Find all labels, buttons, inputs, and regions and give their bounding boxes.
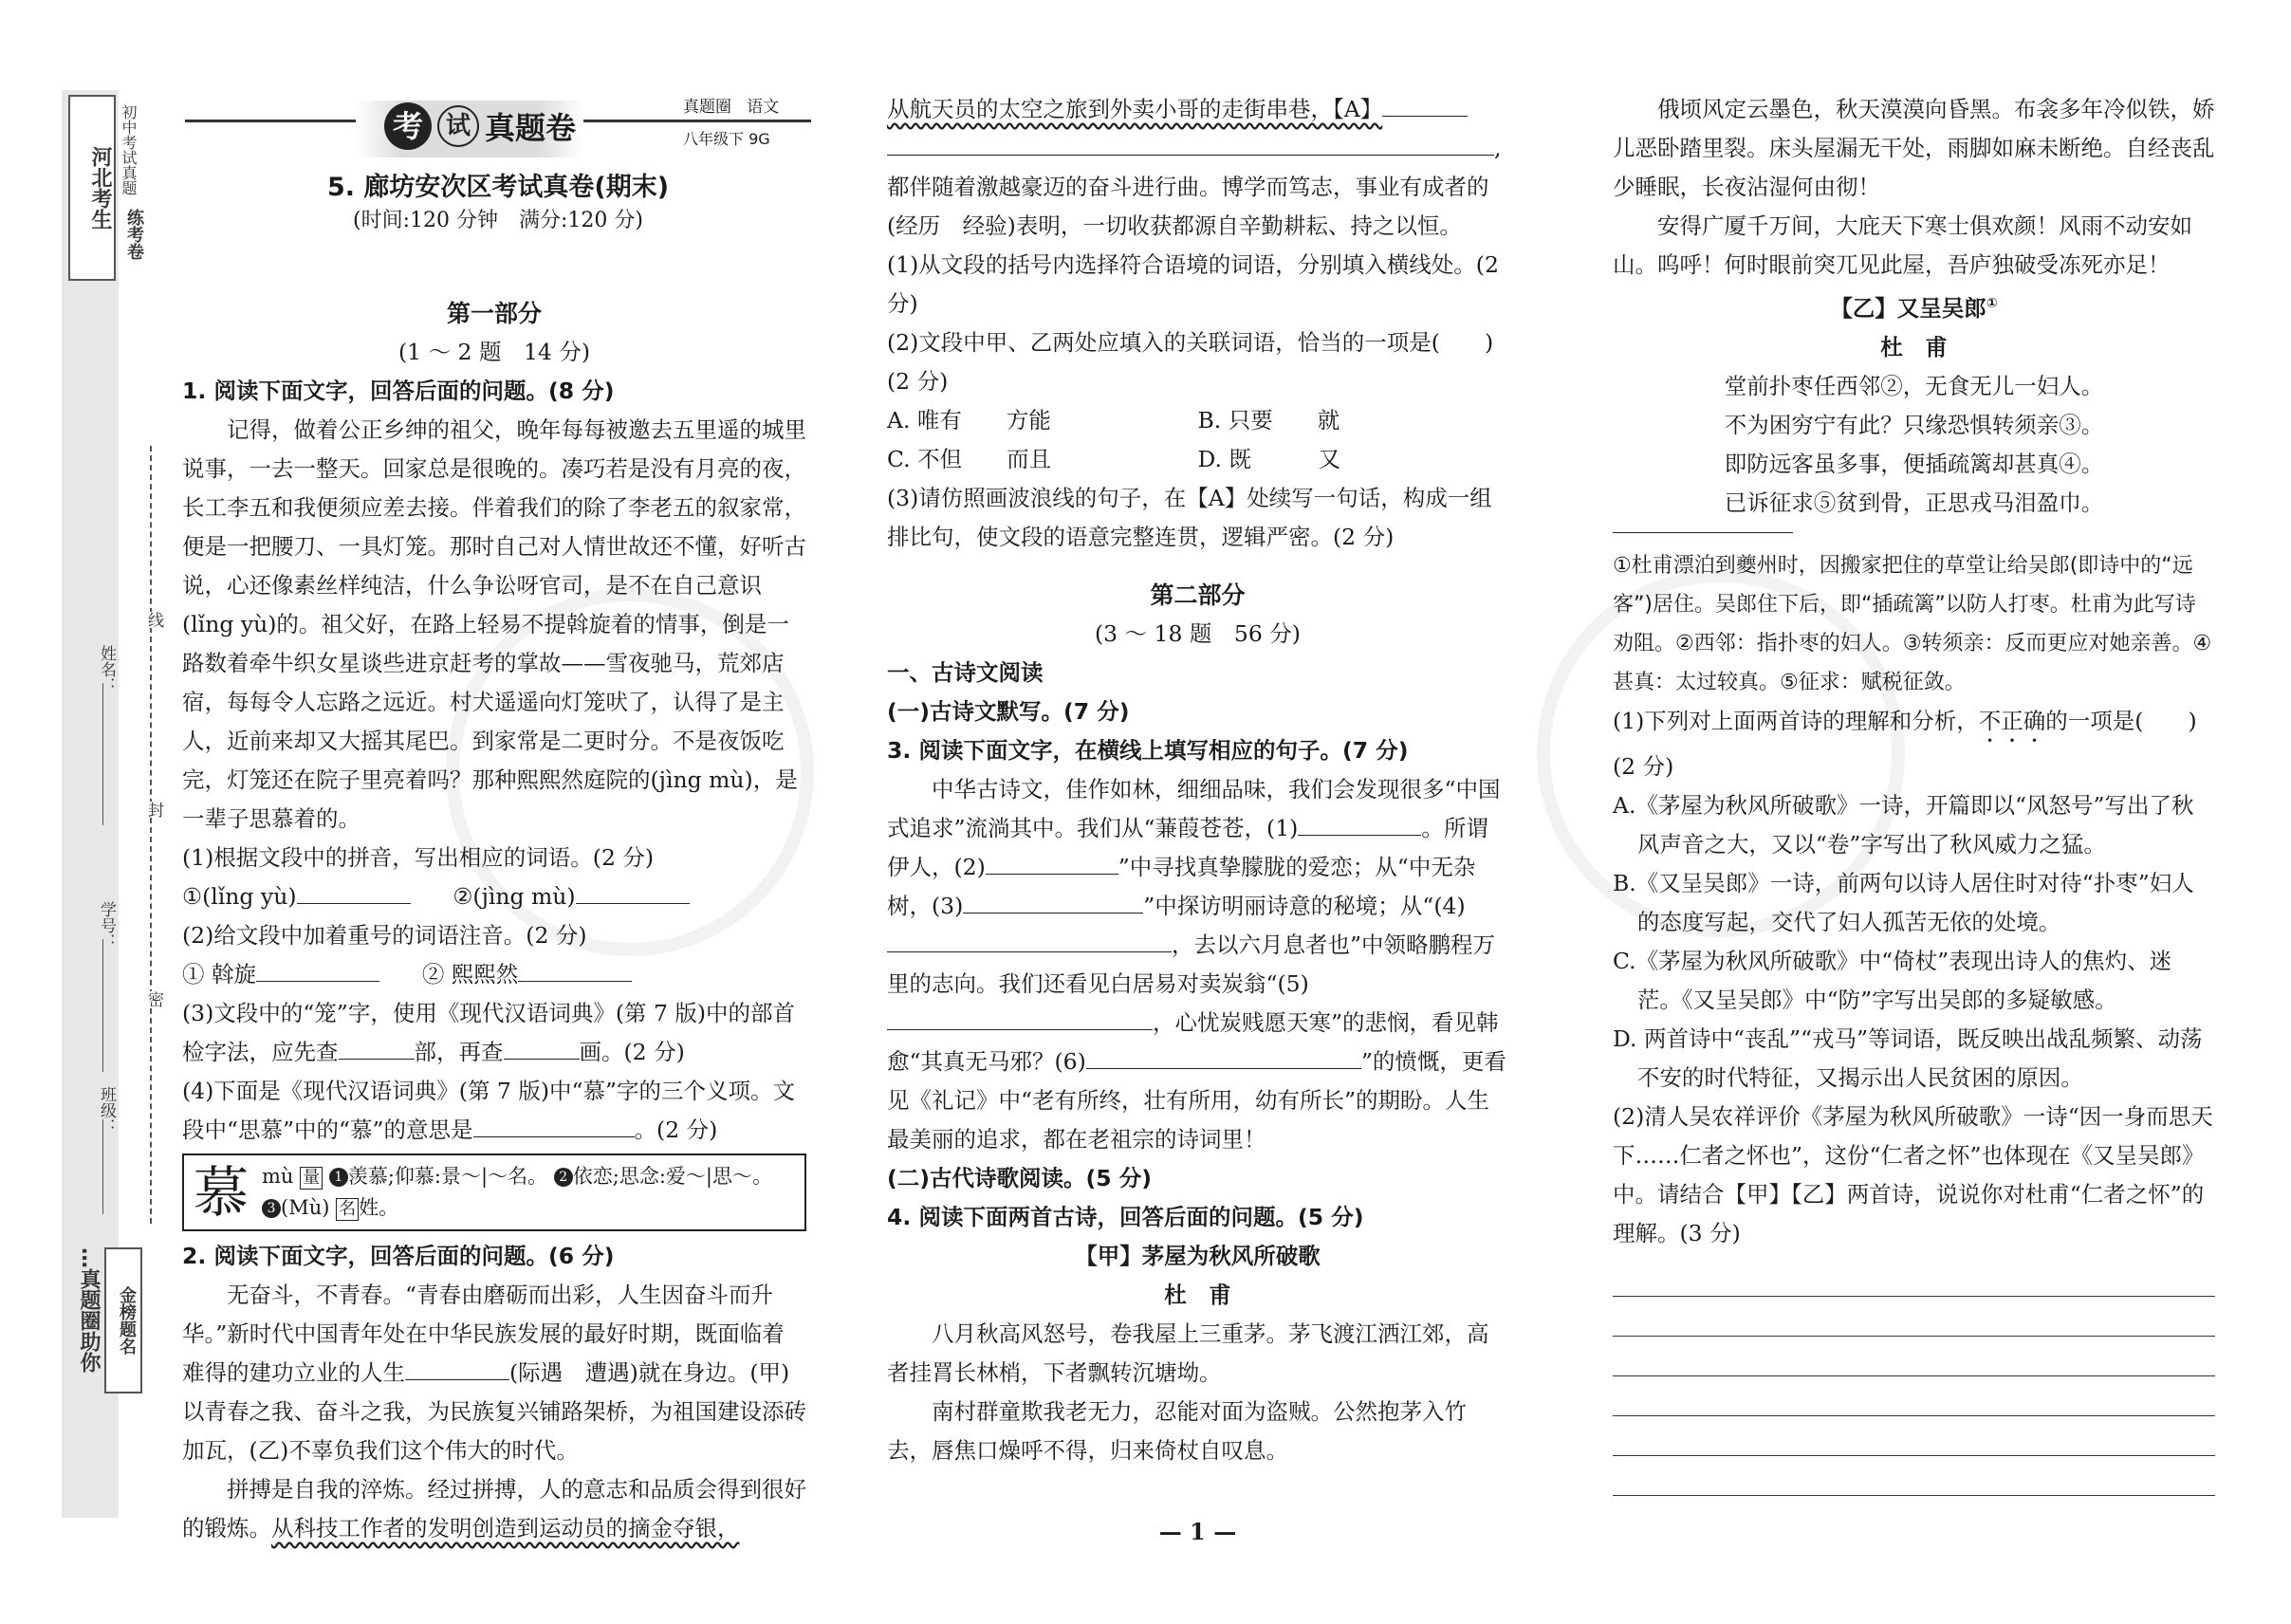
q4-s2: (2)清人吴农祥评价《茅屋为秋风所破歌》一诗“因一身而思天下……仁者之怀也”，这份“仁者之怀”也体现在《又呈吴郎》中。请结合【甲】【乙】两首诗，说说你对杜甫“仁者之怀”的理解。(3 分) bbox=[1613, 1102, 2213, 1246]
brand-bottom-text: …真题圈助你 bbox=[77, 1247, 101, 1373]
q1-s3-text-a: (3)文段中的“笼”字，使用《现代汉语词典》(第 7 版)中的部首检字法，应先查 bbox=[182, 1000, 796, 1065]
q2-option-c[interactable]: C. 不但 而且 bbox=[887, 446, 1052, 472]
answer-line-6[interactable] bbox=[1613, 1456, 2215, 1496]
class-line bbox=[102, 1119, 103, 1214]
seal-char-feng: 封 bbox=[142, 802, 166, 818]
subject-name: 语文 bbox=[747, 98, 780, 117]
q2-A-blank-1[interactable] bbox=[1382, 91, 1468, 117]
poem1-line-4: 安得广厦千万间，大庇天下寒士俱欢颜！风雨不动安如山。呜呼！何时眼前突兀见此屋，吾庐独破受冻死亦足！ bbox=[1613, 212, 2192, 278]
exam-meta: (时间:120 分钟 满分:120 分) bbox=[353, 209, 643, 232]
class-label: 班级： bbox=[97, 1086, 116, 1135]
header-badge bbox=[384, 102, 576, 150]
q2-p2-text-a: 拼搏是自我的淬炼。经过拼搏，人的意志和品质会得到很好的锻炼。 bbox=[182, 1476, 806, 1541]
id-line bbox=[102, 939, 103, 1072]
dict-def-3b: 姓。 bbox=[359, 1196, 399, 1219]
q4-stem: 4. 阅读下面两首古诗，回答后面的问题。(5 分) bbox=[887, 1204, 1364, 1230]
part2-title: 第二部分 bbox=[1150, 581, 1246, 609]
series-subject bbox=[683, 93, 779, 117]
column-2 bbox=[887, 90, 1508, 1470]
q4-option-b[interactable]: B.《又呈吴郎》一诗，前两句以诗人居住时对待“扑枣”妇人的态度写起，交代了妇人孤苦无依的处境。 bbox=[1613, 869, 2194, 935]
q1-s2a-label: ① 斡旋 bbox=[182, 961, 256, 987]
dict-tag-verb: 量 bbox=[300, 1167, 323, 1190]
q1-s3-blank-1[interactable] bbox=[339, 1034, 415, 1060]
dict-entries bbox=[262, 1161, 795, 1224]
column-1 bbox=[182, 294, 806, 1548]
q3-blank-2[interactable] bbox=[986, 849, 1118, 875]
dict-num-1: 1 bbox=[329, 1168, 348, 1187]
q1-stem: 1. 阅读下面文字，回答后面的问题。(8 分) bbox=[182, 378, 615, 404]
brand-bottom2-text: 金榜题名 bbox=[117, 1286, 137, 1355]
q2-blank-1[interactable] bbox=[405, 1355, 509, 1380]
answer-line-3[interactable] bbox=[1613, 1337, 2215, 1376]
part2-sub-1: (一)古诗文默写。(7 分) bbox=[887, 698, 1130, 725]
poem2-author: 杜 甫 bbox=[1880, 333, 1948, 360]
q3-text-5: ，去以六月息者也”中领略鹏程万里的志向。我们还看见白居易对卖炭翁“(5) bbox=[887, 932, 1496, 997]
dict-char: 慕 bbox=[194, 1160, 249, 1225]
q1-s3-text-c: 画。(2 分) bbox=[579, 1039, 685, 1065]
q2-wavy-line-2: 从航天员的太空之旅到外卖小哥的走街串巷，【A】 bbox=[887, 96, 1383, 122]
q2-s1: (1)从文段的括号内选择符合语境的词语，分别填入横线处。(2 分) bbox=[887, 251, 1499, 317]
brand-sub-text: 初中考试真题 bbox=[120, 104, 138, 195]
q3-blank-4[interactable] bbox=[887, 927, 1172, 952]
q2-option-d[interactable]: D. 既 又 bbox=[1197, 446, 1340, 472]
q1-s1b-blank[interactable] bbox=[576, 878, 690, 904]
poem2-note-marker: ① bbox=[1986, 296, 1998, 311]
q1-s4 bbox=[182, 1072, 806, 1150]
poem2-line-1: 堂前扑枣任西邻②，无食无儿一妇人。 bbox=[1724, 372, 2104, 399]
brand-top-text: 河北考生 bbox=[88, 146, 112, 230]
q1-s1a-blank[interactable] bbox=[297, 878, 411, 904]
q1-s2: (2)给文段中加着重号的词语注音。(2 分) bbox=[182, 922, 587, 949]
q3-text-7: ”的愤慨，更看见《礼记》中“老有所终，壮有所用，幼有所长”的期盼。人生最美丽的追求，都在老祖宗的诗词里！ bbox=[887, 1048, 1506, 1153]
q2-options-row-2 bbox=[887, 440, 1508, 479]
q2-p1-text-a: 无奋斗，不青春。“青春由磨砺而出彩，人生因奋斗而升华。”新时代中国青年处在中华民族发展的最好时期，既面临着难得的建功立业的人生 bbox=[182, 1282, 785, 1386]
part2-sub-2: (二)古代诗歌阅读。(5 分) bbox=[887, 1165, 1152, 1191]
q1-s2b-blank[interactable] bbox=[518, 956, 632, 982]
q4-s1-emphasis: 不正确 bbox=[1978, 707, 2046, 734]
name-line bbox=[102, 683, 103, 825]
q2-s2: (2)文段中甲、乙两处应填入的关联词语，恰当的一项是( )(2 分) bbox=[887, 329, 1494, 395]
seal-char-xian: 线 bbox=[142, 612, 166, 628]
q2-option-b[interactable]: B. 只要 就 bbox=[1197, 407, 1340, 434]
brand-logo-top bbox=[68, 95, 116, 281]
q2-p1-text-b: (际遇 遭遇)就在身边。(甲)以青春之我、奋斗之我，为民族复兴铺路架桥，为祖国建设添砖加瓦，(乙)不辜负我们这个伟大的时代。 bbox=[182, 1359, 806, 1464]
q4-answer-area bbox=[1613, 1257, 2215, 1496]
q2-option-a[interactable]: A. 唯有 方能 bbox=[887, 407, 1051, 434]
seal-char-mi: 密 bbox=[142, 991, 166, 1007]
poem1-line-3: 俄顷风定云墨色，秋天漠漠向昏黑。布衾多年冷似铁，娇儿恶卧踏里裂。床头屋漏无干处，雨脚如麻未断绝。自经丧乱少睡眠，长夜沾湿何由彻！ bbox=[1613, 96, 2215, 200]
q1-s4-blank[interactable] bbox=[473, 1112, 635, 1137]
q2-wavy-line-1: 从科技工作者的发明创造到运动员的摘金夺银， bbox=[271, 1515, 740, 1541]
q2-stem: 2. 阅读下面文字，回答后面的问题。(6 分) bbox=[182, 1243, 615, 1269]
poem1-line-1: 八月秋高风怒号，卷我屋上三重茅。茅飞渡江洒江郊，高者挂罥长林梢，下者飘转沉塘坳。 bbox=[887, 1320, 1489, 1386]
poem1-author: 杜 甫 bbox=[1164, 1282, 1231, 1308]
dictionary-box bbox=[182, 1153, 806, 1231]
q3-blank-3[interactable] bbox=[963, 888, 1143, 914]
q4-s1-text-b: 的一项是( )(2 分) bbox=[1613, 707, 2197, 780]
poem2-line-4: 已诉征求⑤贫到骨，正思戎马泪盈巾。 bbox=[1724, 489, 2104, 516]
id-label: 学号： bbox=[97, 901, 116, 950]
q1-s1-answers bbox=[182, 877, 806, 916]
q1-s3 bbox=[182, 994, 806, 1072]
dict-num-2: 2 bbox=[554, 1168, 573, 1187]
page-number: — 1 — bbox=[1158, 1518, 1237, 1545]
q4-option-c[interactable]: C.《茅屋为秋风所破歌》中“倚杖”表现出诗人的焦灼、迷茫。《又呈吴郎》中“防”字写出吴郎的多疑敏感。 bbox=[1613, 947, 2172, 1013]
dict-num-3: 3 bbox=[262, 1199, 281, 1218]
grade-code: 八年级下 9G bbox=[683, 130, 770, 148]
notes-divider bbox=[1613, 532, 1793, 533]
q1-s2b-label: ② 熙熙然 bbox=[421, 961, 519, 987]
q2-p1 bbox=[182, 1276, 806, 1470]
column-3 bbox=[1613, 90, 2215, 1496]
part2-section-1: 一、古诗文阅读 bbox=[887, 659, 1044, 686]
answer-line-1[interactable] bbox=[1613, 1257, 2215, 1297]
q1-s3-text-b: 部，再查 bbox=[414, 1039, 504, 1065]
brand-bottom-box bbox=[104, 1247, 142, 1393]
q2-p2-start bbox=[182, 1470, 806, 1548]
q3-text-4: ”中探访明丽诗意的秘境；从“(4) bbox=[1143, 893, 1466, 919]
q3-blank-6b[interactable] bbox=[1295, 1043, 1361, 1069]
exam-header bbox=[185, 93, 811, 169]
badge-shi: 试 bbox=[437, 105, 479, 147]
poem1-title: 【甲】茅屋为秋风所破歌 bbox=[1075, 1243, 1321, 1269]
q3-text bbox=[887, 770, 1508, 1159]
q1-s3-blank-2[interactable] bbox=[504, 1034, 580, 1060]
q4-option-a[interactable]: A.《茅屋为秋风所破歌》一诗，开篇即以“风怒号”写出了秋风声音之大，又以“卷”字写出了秋风威力之猛。 bbox=[1613, 791, 2194, 858]
q4-s1 bbox=[1613, 702, 2215, 786]
seal-dashed-line bbox=[150, 446, 152, 1224]
q2-options-row-1 bbox=[887, 401, 1508, 440]
part2-range: (3 ～ 18 题 56 分) bbox=[1095, 620, 1301, 647]
part1-range: (1 ～ 2 题 14 分) bbox=[397, 339, 591, 365]
q1-s1a-label: ①(lǐng yù) bbox=[182, 883, 297, 910]
q1-s2-answers bbox=[182, 955, 806, 994]
dict-def-2: 依恋;思念:爱～|思～。 bbox=[572, 1165, 772, 1188]
brand-lian-text: 练考卷 bbox=[124, 209, 144, 260]
q3-stem: 3. 阅读下面文字，在横线上填写相应的句子。(7 分) bbox=[887, 737, 1409, 764]
name-label: 姓名： bbox=[97, 645, 116, 693]
q3-text-2: 。所谓伊人，(2) bbox=[887, 815, 1488, 880]
answer-line-5[interactable] bbox=[1613, 1416, 2215, 1456]
exam-title: 5. 廊坊安次区考试真卷(期末) bbox=[326, 173, 670, 202]
q1-s1b-label: ②(jìng mù) bbox=[453, 883, 576, 910]
series-name: 真题圈 bbox=[683, 98, 731, 117]
answer-line-2[interactable] bbox=[1613, 1297, 2215, 1337]
q1-s4-text-b: 。(2 分) bbox=[634, 1116, 718, 1143]
q3-text-1: 中华古诗文，佳作如林，细细品味，我们会发现很多“中国式追求”流淌其中。我们从“蒹葭苍苍，(1) bbox=[887, 776, 1501, 841]
q3-blank-5[interactable] bbox=[887, 1005, 1153, 1030]
q3-blank-6a[interactable] bbox=[1086, 1043, 1295, 1069]
q2-p2-wavy2 bbox=[887, 90, 1508, 129]
part1-title: 第一部分 bbox=[446, 300, 542, 327]
dict-pinyin: mù bbox=[262, 1165, 294, 1188]
poem2-line-2: 不为困穷宁有此？只缘恐惧转须亲③。 bbox=[1724, 411, 2104, 438]
q1-s4-text-a: (4)下面是《现代汉语词典》(第 7 版)中“慕”字的三个义项。文段中“思慕”中的“慕”的意思是 bbox=[182, 1078, 796, 1143]
poem1-line-2: 南村群童欺我老无力，忍能对面为盗贼。公然抱茅入竹去，唇焦口燥呼不得，归来倚杖自叹息。 bbox=[887, 1398, 1467, 1464]
q1-s1: (1)根据文段中的拼音，写出相应的词语。(2 分) bbox=[182, 844, 655, 871]
q3-blank-1[interactable] bbox=[1298, 810, 1421, 836]
badge-kao: 考 bbox=[384, 102, 432, 150]
poem2-notes: ①杜甫漂泊到夔州时，因搬家把住的草堂让给吴郎(即诗中的“远客”)居住。吴郎住下后，即“插疏篱”以防人打枣。杜甫为此写诗劝阻。②西邻：指扑枣的妇人。③转须亲：反而更应对她亲善。④甚真：太过较真。⑤征求：赋税征敛。 bbox=[1613, 553, 2212, 694]
q2-A-blank-2[interactable] bbox=[887, 130, 1494, 156]
q2-p2-end: 都伴随着激越豪迈的奋斗进行曲。博学而笃志，事业有成者的(经历 经验)表明，一切收获都源自辛勤耕耘、持之以恒。 bbox=[887, 174, 1489, 239]
dict-def-3: (Mù) bbox=[281, 1196, 330, 1219]
q2-A-blank-line: , bbox=[887, 129, 1508, 168]
dict-def-1: 羡慕;仰慕:景～|～名。 bbox=[347, 1165, 548, 1188]
q2-s3: (3)请仿照画波浪线的句子，在【A】处续写一句话，构成一组排比句，使文段的语意完整连贯，逻辑严密。(2 分) bbox=[887, 485, 1492, 550]
poem2-line-3: 即防远客虽多事，便插疏篱却甚真④。 bbox=[1724, 450, 2104, 477]
q4-option-d[interactable]: D. 两首诗中“丧乱”“戎马”等词语，既反映出战乱频繁、动荡不安的时代特征，又揭示出人民贫困的原因。 bbox=[1613, 1024, 2203, 1091]
answer-line-4[interactable] bbox=[1613, 1376, 2215, 1416]
q1-passage: 记得，做着公正乡绅的祖父，晚年每每被邀去五里遥的城里说事，一去一整天。回家总是很晚的。凑巧若是没有月亮的夜，长工李五和我便须应差去接。伴着我们的除了李老五的叙家常，便是一把腰刀、一具灯笼。那时自己对人情世故还不懂，好听古说，心还像素丝样纯洁，什么争讼呀官司，是不在自己意识(lǐng yù)的。祖父好，在路上轻易不提斡旋着的情事，倒是一路数着牵牛织女星谈些进京赶考的掌故——雪夜驰马，荒郊店宿，每每令人忘路之远近。村犬遥遥向灯笼吠了，认得了是主人，近前来却又大摇其尾巴。到家常是二更时分。不是夜饭吃完，灯笼还在院子里亮着吗？那种熙熙然庭院的(jìng mù)，是一辈子思慕着的。 bbox=[182, 416, 806, 832]
poem2-title-text: 【乙】又呈吴郎 bbox=[1830, 294, 1986, 322]
badge-rest: 真题卷 bbox=[485, 110, 577, 146]
q1-s2a-blank[interactable] bbox=[256, 956, 379, 982]
poem2-title bbox=[1613, 285, 2215, 328]
q4-s1-text-a: (1)下列对上面两首诗的理解和分析， bbox=[1613, 707, 1979, 734]
dict-tag-noun: 名 bbox=[336, 1198, 359, 1221]
q3-text-6: ，心忧炭贱愿天寒”的悲悯，看见韩愈“其真无马邪？(6) bbox=[887, 1009, 1499, 1075]
q3-text-3: ”中寻找真挚朦胧的爱恋；从“中无杂树，(3) bbox=[887, 854, 1476, 919]
